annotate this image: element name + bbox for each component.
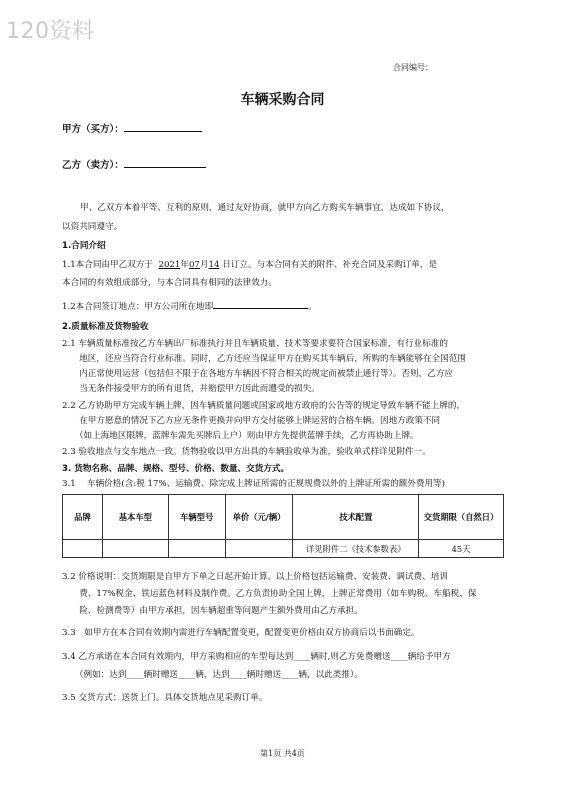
clause-3-2-line-2: 费、17%税金、铁运蓝色材料及制作费。乙方负责协助全国上牌，上牌正常费用（如车购税、车船税、保 <box>62 589 477 599</box>
clause-1-1-text-post: 日订立。与本合同有关的附件、补充合同及采购订单，是 <box>222 260 438 270</box>
header-brand: 品牌 <box>63 495 103 540</box>
document-title: 车辆采购合同 <box>240 92 325 108</box>
section-2-title: 2.质量标准及货物验收 <box>62 322 149 332</box>
party-a-label: 甲方（买方）： <box>62 124 124 135</box>
clause-1-2 <box>62 300 508 314</box>
intro-line-2: 以资共同遵守。 <box>62 222 123 232</box>
header-tech-config: 技术配置 <box>293 495 419 540</box>
clause-3-4-line-2: （例如：达到____辆时赠送____辆，达到____辆时赠送____辆，以此类推）。 <box>62 670 363 680</box>
header-unit-price: 单价（元/辆） <box>225 495 293 540</box>
party-b-label: 乙方（卖方）： <box>62 160 124 171</box>
clause-3-4-line-1: 3.4 乙方承诺在本合同有效期内，甲方采购相应的车型每达到____辆时,则乙方免费赠送____辆给予甲方 <box>62 652 451 662</box>
cell-vehicle-model[interactable] <box>168 540 225 558</box>
clause-3-1: 3.1 车辆价格(含:税 17%、运输费、除完成上牌证所需的正规规费以外的上牌证所需的额外费用等) <box>62 479 445 489</box>
clause-2-2-line-3: （如上海地区限牌，蓝牌车需先买牌后上户）则由甲方先提供蓝牌手续，乙方再协助上牌。 <box>62 431 419 441</box>
cell-tech-config: 详见附件二《技术参数表》 <box>293 540 419 558</box>
clause-1-1-line-1 <box>62 259 508 272</box>
vehicle-price-table <box>62 494 504 558</box>
party-b-line <box>62 157 206 171</box>
party-a-blank[interactable] <box>124 122 202 132</box>
sign-day: 14 <box>208 260 220 270</box>
clause-2-3: 2.3 验收地点与交车地点一致。货物验收以甲方出具的车辆验收单为准，验收单式样详见附件一。 <box>62 447 431 457</box>
table-header-row <box>63 495 504 540</box>
intro-line-1: 甲、乙双方本着平等、互利的原则，通过友好协商，就甲方向乙方购买车辆事宜，达成如下协议， <box>80 203 450 213</box>
clause-2-1-line-2: 地区，还应当符合行业标准。同时，乙方还应当保证甲方在购买其车辆后，所购的车辆能够在全国范围 <box>62 354 466 364</box>
watermark: 120资料 <box>6 19 95 44</box>
clause-2-2-line-1: 2.2 乙方协助甲方完成车辆上牌，因车辆质量问题或国家或地方政府的公告等的规定导致车辆不能上牌的， <box>62 401 466 411</box>
clause-1-2-end: 。 <box>308 302 317 312</box>
sign-month: 07 <box>188 260 200 270</box>
page-footer: 第1页 共4页 <box>260 749 305 758</box>
clause-2-1-line-4: 当无条件接受甲方的所有退货，并赔偿甲方因此而遭受的损失。 <box>62 384 320 394</box>
clause-3-3: 3.3 如甲方在本合同有效期内需进行车辆配置变更，配置变更价格由双方协商后以书面确定。 <box>62 628 420 638</box>
cell-brand[interactable] <box>63 540 103 558</box>
clause-3-5: 3.5 交货方式：送货上门。具体交货地点见采购订单。 <box>62 693 268 703</box>
cell-unit-price[interactable] <box>225 540 293 558</box>
section-3-title: 3. 货物名称、品牌、规格、型号、价格、数量、交货方式。 <box>62 464 290 474</box>
clause-1-2-text: 1.2本合同签订地点：甲方公司所在地即 <box>62 302 214 312</box>
party-b-blank[interactable] <box>124 158 206 168</box>
month-unit: 月 <box>199 260 209 270</box>
header-base-model: 基本车型 <box>102 495 168 540</box>
year-unit: 年 <box>180 260 189 270</box>
header-vehicle-model: 车辆型号 <box>168 495 225 540</box>
clause-3-2-line-3: 险、检测费等）由甲方承担，因车辆超重等问题产生额外费用由乙方承担。 <box>62 606 363 616</box>
clause-2-1-line-1: 2.1 车辆质量标准按乙方车辆出厂标准执行并且车辆质量、技术等要求要符合国家标准，有行业标准的 <box>62 339 448 349</box>
cell-base-model[interactable] <box>102 540 168 558</box>
clause-2-1-line-3: 内正常使用运营（包括但不限于在各地方车辆因不符合相关的规定而被禁止通行等）。否则，乙方应 <box>62 369 454 379</box>
section-1-title: 1.合同介绍 <box>62 241 106 251</box>
clause-2-2-line-2: 在甲方愿意的情况下乙方应无条件更换并向甲方交付能够上牌运营的合格车辆。因地方政策不同 <box>62 416 441 426</box>
party-a-line <box>62 121 202 135</box>
clause-3-2-line-1: 3.2 价格说明：交货期限是自甲方下单之日起开始计算。以上价格包括运输费、安装费、调试费、培训 <box>62 572 448 582</box>
sign-year: 2021 <box>158 260 181 270</box>
cell-delivery-period: 45天 <box>419 540 504 558</box>
table-row <box>63 540 504 558</box>
signing-place-blank[interactable] <box>213 300 308 309</box>
header-delivery-period: 交货期限（自然日） <box>419 495 504 540</box>
contract-number-label: 合同编号： <box>393 63 433 72</box>
clause-1-1-text: 1.1本合同由甲乙双方于 <box>62 260 154 270</box>
clause-1-1-line-2: 本合同的有效组成部分，与本合同具有相同的法律效力。 <box>62 278 277 288</box>
